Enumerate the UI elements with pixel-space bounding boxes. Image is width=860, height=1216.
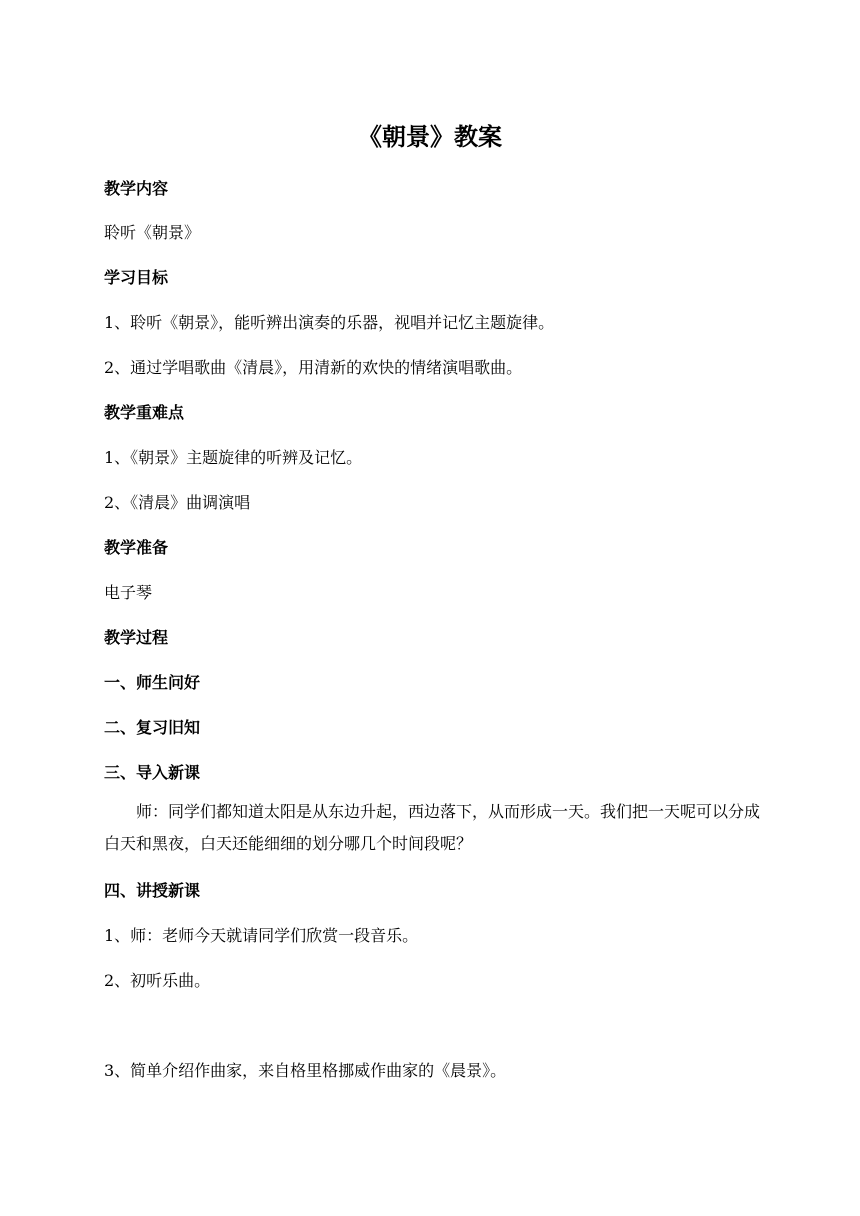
learning-goal-2: 2、通过学唱歌曲《清晨》，用清新的欢快的情绪演唱歌曲。: [104, 358, 523, 377]
step-1-heading: 一、师生问好: [104, 673, 201, 692]
step-4-item-1: 1、师：老师今天就请同学们欣赏一段音乐。: [104, 926, 419, 945]
heading-learning-goals: 学习目标: [104, 268, 169, 287]
heading-key-points: 教学重难点: [104, 403, 185, 422]
step-3-heading: 三、导入新课: [104, 763, 201, 782]
key-point-1: 1、《朝景》主题旋律的听辨及记忆。: [104, 448, 363, 467]
step-2-heading: 二、复习旧知: [104, 718, 201, 737]
teaching-content-text: 聆听《朝景》: [104, 223, 201, 242]
step-4-heading: 四、讲授新课: [104, 881, 201, 900]
learning-goal-1: 1、聆听《朝景》，能听辨出演奏的乐器，视唱并记忆主题旋律。: [104, 313, 555, 332]
document-title: 《朝景》教案: [358, 123, 502, 151]
step-4-item-2: 2、初听乐曲。: [104, 971, 211, 990]
step-3-paragraph: 师：同学们都知道太阳是从东边升起，西边落下，从而形成一天。我们把一天呢可以分成白天和黑夜，白天还能细细的划分哪几个时间段呢？: [104, 802, 761, 853]
preparation-text: 电子琴: [104, 583, 153, 602]
heading-teaching-content: 教学内容: [104, 179, 169, 198]
key-point-2: 2、《清晨》曲调演唱: [104, 493, 251, 512]
heading-teaching-process: 教学过程: [104, 628, 169, 647]
step-4-item-3: 3、简单介绍作曲家，来自格里格挪威作曲家的《晨景》。: [104, 1061, 507, 1080]
heading-preparation: 教学准备: [104, 538, 169, 557]
